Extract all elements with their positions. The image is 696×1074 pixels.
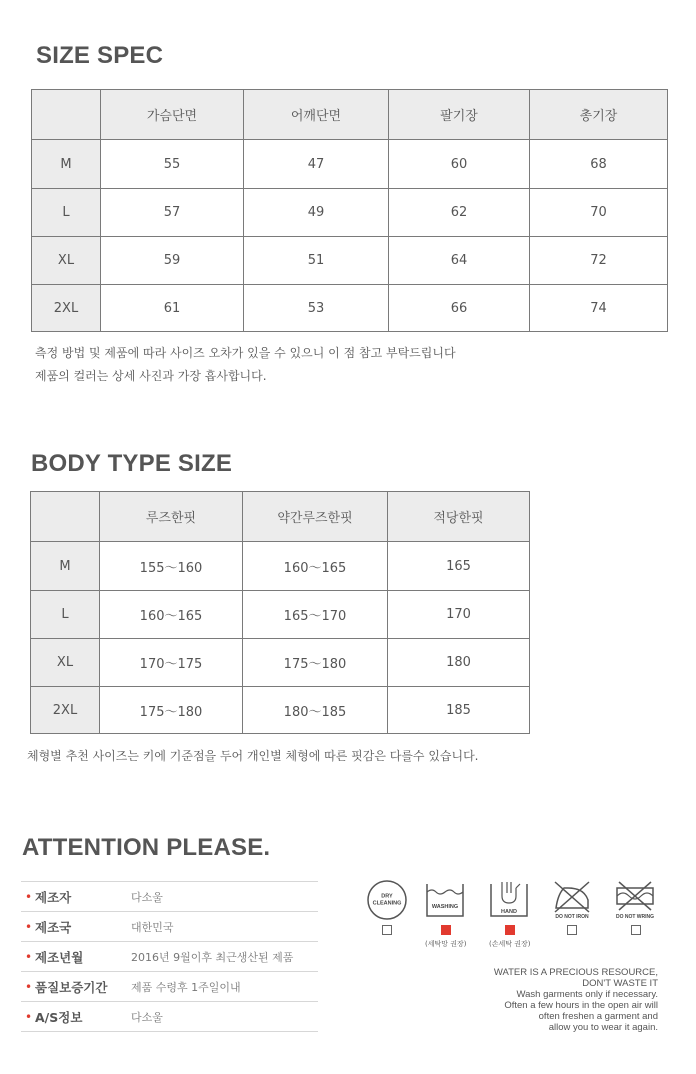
- hand-wash-note: (손세탁 권장): [489, 940, 531, 948]
- row-size-label: M: [31, 542, 100, 591]
- size-spec-title: SIZE SPEC: [36, 42, 164, 69]
- hand-wash-checkbox: [505, 925, 515, 935]
- table-row: [31, 639, 530, 687]
- washing-icon: [422, 878, 468, 922]
- info-label: 제조국: [35, 919, 72, 935]
- do-not-iron-checkbox: [567, 925, 577, 935]
- body-type-note: 체형별 추천 사이즈는 키에 기준점을 두어 개인별 체형에 따른 핏감은 다를수 있습니다.: [27, 749, 479, 763]
- column-header: 가슴단면: [101, 90, 244, 140]
- column-header: 적당한핏: [388, 492, 530, 542]
- svg-text:DRY: DRY: [381, 893, 393, 900]
- washing-note: (세탁망 권장): [425, 940, 467, 948]
- info-label: 제조자: [35, 889, 72, 905]
- dry-cleaning-icon: [364, 878, 410, 922]
- svg-text:WASHING: WASHING: [431, 904, 459, 910]
- water-line: WATER IS A PRECIOUS RESOURCE,: [493, 967, 658, 978]
- column-header: 팔기장: [389, 90, 530, 140]
- bullet-icon: •: [25, 889, 33, 904]
- table-cell: 60: [389, 140, 530, 189]
- column-header: [32, 90, 101, 140]
- table-cell: 170: [388, 591, 530, 639]
- row-size-label: XL: [32, 237, 101, 285]
- water-line: allow you to wear it again.: [548, 1022, 658, 1033]
- note-line: 측정 방법 및 제품에 따라 사이즈 오차가 있을 수 있으니 이 점 참고 부탁드립니다: [35, 346, 456, 360]
- attention-title: ATTENTION PLEASE.: [22, 834, 271, 861]
- info-value: 다소울: [131, 890, 163, 904]
- table-row: [32, 140, 668, 189]
- do-not-wring-icon: [612, 878, 658, 922]
- row-size-label: XL: [31, 639, 100, 687]
- bullet-icon: •: [25, 949, 33, 964]
- table-cell: 53: [244, 285, 389, 332]
- washing-checkbox: [441, 925, 451, 935]
- hand-wash-icon: [486, 878, 532, 922]
- table-cell: 160～165: [100, 591, 243, 639]
- table-cell: 57: [101, 189, 244, 237]
- row-size-label: L: [31, 591, 100, 639]
- table-cell: 59: [101, 237, 244, 285]
- table-row: [32, 189, 668, 237]
- table-cell: 55: [101, 140, 244, 189]
- row-size-label: L: [32, 189, 101, 237]
- row-size-label: M: [32, 140, 101, 189]
- water-line: Often a few hours in the open air will: [504, 1000, 658, 1011]
- info-row-as: [21, 1002, 318, 1032]
- bullet-icon: •: [25, 979, 33, 994]
- info-row-country: [21, 912, 318, 942]
- table-cell: 165: [388, 542, 530, 591]
- table-cell: 61: [101, 285, 244, 332]
- table-cell: 70: [530, 189, 668, 237]
- column-header: [31, 492, 100, 542]
- table-cell: 155～160: [100, 542, 243, 591]
- info-value: 2016년 9월이후 최근생산된 제품: [131, 950, 294, 964]
- body-type-table: [30, 491, 530, 734]
- table-row: [32, 237, 668, 285]
- table-cell: 180: [388, 639, 530, 687]
- do-not-iron-icon: [549, 878, 595, 922]
- table-cell: 62: [389, 189, 530, 237]
- table-cell: 170～175: [100, 639, 243, 687]
- table-cell: 64: [389, 237, 530, 285]
- table-cell: 49: [244, 189, 389, 237]
- info-label: 제조년월: [35, 949, 84, 965]
- info-value: 대한민국: [131, 920, 174, 934]
- info-row-date: [21, 942, 318, 972]
- table-cell: 160～165: [243, 542, 388, 591]
- table-cell: 66: [389, 285, 530, 332]
- table-cell: 51: [244, 237, 389, 285]
- note-line: 제품의 컬러는 상세 사진과 가장 흡사합니다.: [35, 369, 267, 383]
- water-line: Wash garments only if necessary.: [516, 989, 658, 1000]
- svg-text:DO NOT IRON: DO NOT IRON: [555, 914, 589, 920]
- column-header: 약간루즈한핏: [243, 492, 388, 542]
- table-cell: 47: [244, 140, 389, 189]
- size-spec-notes: [35, 342, 456, 388]
- water-line: often freshen a garment and: [538, 1011, 658, 1022]
- table-cell: 180～185: [243, 687, 388, 734]
- info-label: A/S정보: [35, 1009, 83, 1025]
- bullet-icon: •: [25, 1009, 33, 1024]
- table-row: [31, 591, 530, 639]
- info-value: 다소울: [131, 1010, 163, 1024]
- info-label: 품질보증기간: [35, 979, 108, 995]
- row-size-label: 2XL: [32, 285, 101, 332]
- svg-text:HAND: HAND: [501, 909, 517, 915]
- table-cell: 175～180: [100, 687, 243, 734]
- table-cell: 72: [530, 237, 668, 285]
- info-row-warranty: [21, 972, 318, 1002]
- table-cell: 165～170: [243, 591, 388, 639]
- body-type-title: BODY TYPE SIZE: [31, 450, 233, 477]
- column-header: 루즈한핏: [100, 492, 243, 542]
- water-line: DON'T WASTE IT: [582, 978, 658, 989]
- table-cell: 68: [530, 140, 668, 189]
- column-header: 총기장: [530, 90, 668, 140]
- size-spec-table: [31, 89, 668, 332]
- info-value: 제품 수령후 1주일이내: [131, 980, 241, 994]
- table-cell: 185: [388, 687, 530, 734]
- svg-text:DO NOT WRING: DO NOT WRING: [615, 914, 655, 920]
- table-cell: 175～180: [243, 639, 388, 687]
- row-size-label: 2XL: [31, 687, 100, 734]
- dry-cleaning-checkbox: [382, 925, 392, 935]
- table-row: [32, 285, 668, 332]
- info-row-manufacturer: [21, 882, 318, 912]
- table-cell: 74: [530, 285, 668, 332]
- water-message: [494, 967, 658, 1033]
- table-row: [31, 687, 530, 734]
- do-not-wring-checkbox: [631, 925, 641, 935]
- svg-text:CLEANING: CLEANING: [372, 900, 402, 907]
- column-header: 어깨단면: [244, 90, 389, 140]
- table-row: [31, 542, 530, 591]
- bullet-icon: •: [25, 919, 33, 934]
